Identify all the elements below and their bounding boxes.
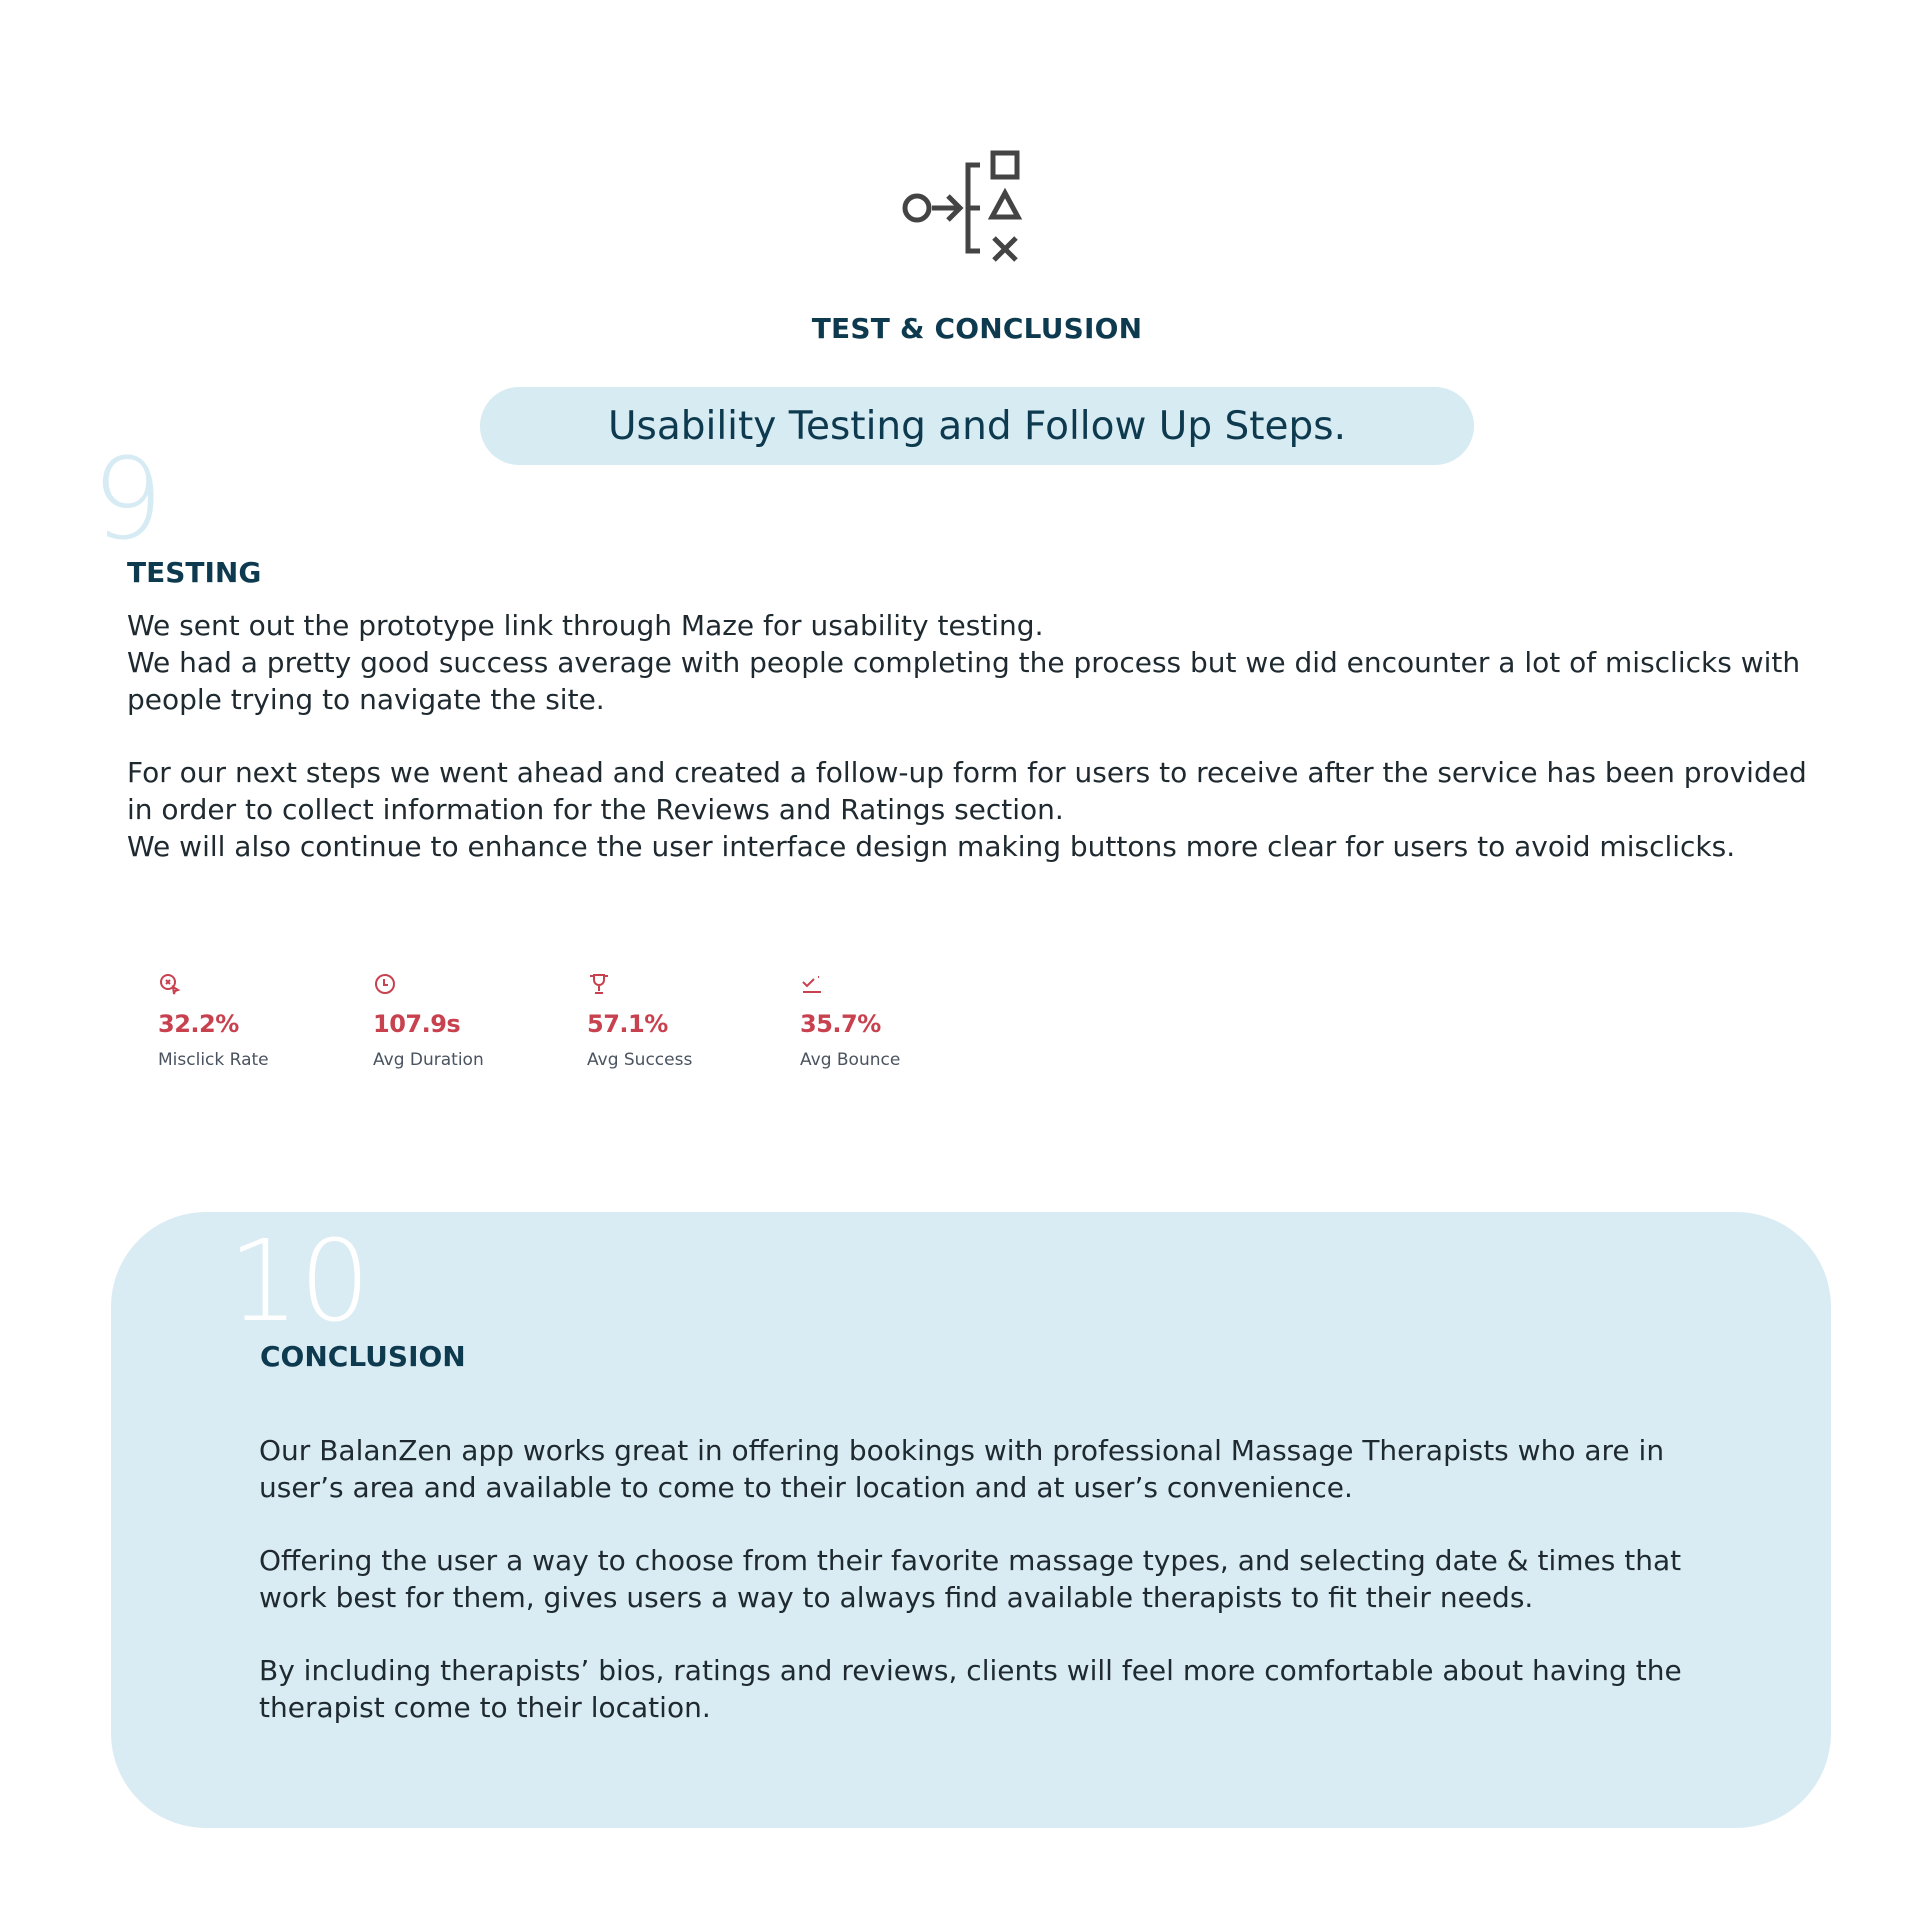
trophy-icon	[587, 972, 611, 996]
section-number: 9	[92, 435, 164, 565]
conclusion-body	[259, 1432, 1709, 1762]
stat-value: 35.7%	[800, 1010, 881, 1038]
paragraph: Our BalanZen app works great in offering bookings with professional Massage Therapists who are in user’s area and available to come to their location and at user’s convenience.	[259, 1434, 1665, 1504]
testing-body	[127, 607, 1807, 901]
stat-label: Avg Bounce	[800, 1050, 901, 1070]
page-title: Usability Testing and Follow Up Steps.	[607, 403, 1346, 449]
clock-icon	[373, 972, 397, 996]
stat-label: Misclick Rate	[158, 1050, 269, 1070]
stat-avg-success	[587, 972, 787, 1070]
page-title-pill	[480, 387, 1474, 465]
section-number: 10	[228, 1217, 371, 1347]
stat-label: Avg Success	[587, 1050, 693, 1070]
testing-heading: TESTING	[127, 556, 262, 589]
stat-misclick-rate	[158, 972, 358, 1070]
bounce-icon	[800, 972, 824, 996]
misclick-icon	[158, 972, 182, 996]
flow-branch-icon	[900, 148, 1030, 268]
stat-avg-duration	[373, 972, 573, 1070]
stat-avg-bounce	[800, 972, 1000, 1070]
paragraph: We sent out the prototype link through Maze for usability testing. We had a pretty good success average with people completing the process but we did encounter a lot of misclicks with people trying to navigate the site.	[127, 609, 1801, 716]
stat-value: 107.9s	[373, 1010, 461, 1038]
paragraph: For our next steps we went ahead and created a follow-up form for users to receive after the service has been provided in order to collect information for the Reviews and Ratings section. We will also continue to enhance the user interface design making buttons more clear for users to avoid misclicks.	[127, 756, 1807, 863]
paragraph: Offering the user a way to choose from their favorite massage types, and selecting date & times that work best for them, gives users a way to always find available therapists to fit their needs.	[259, 1544, 1682, 1614]
stat-label: Avg Duration	[373, 1050, 484, 1070]
paragraph: By including therapists’ bios, ratings and reviews, clients will feel more comfortable about having the therapist come to their location.	[259, 1654, 1682, 1724]
section-title: TEST & CONCLUSION	[811, 312, 1143, 345]
stat-value: 32.2%	[158, 1010, 239, 1038]
conclusion-heading: CONCLUSION	[260, 1340, 466, 1373]
stat-value: 57.1%	[587, 1010, 668, 1038]
